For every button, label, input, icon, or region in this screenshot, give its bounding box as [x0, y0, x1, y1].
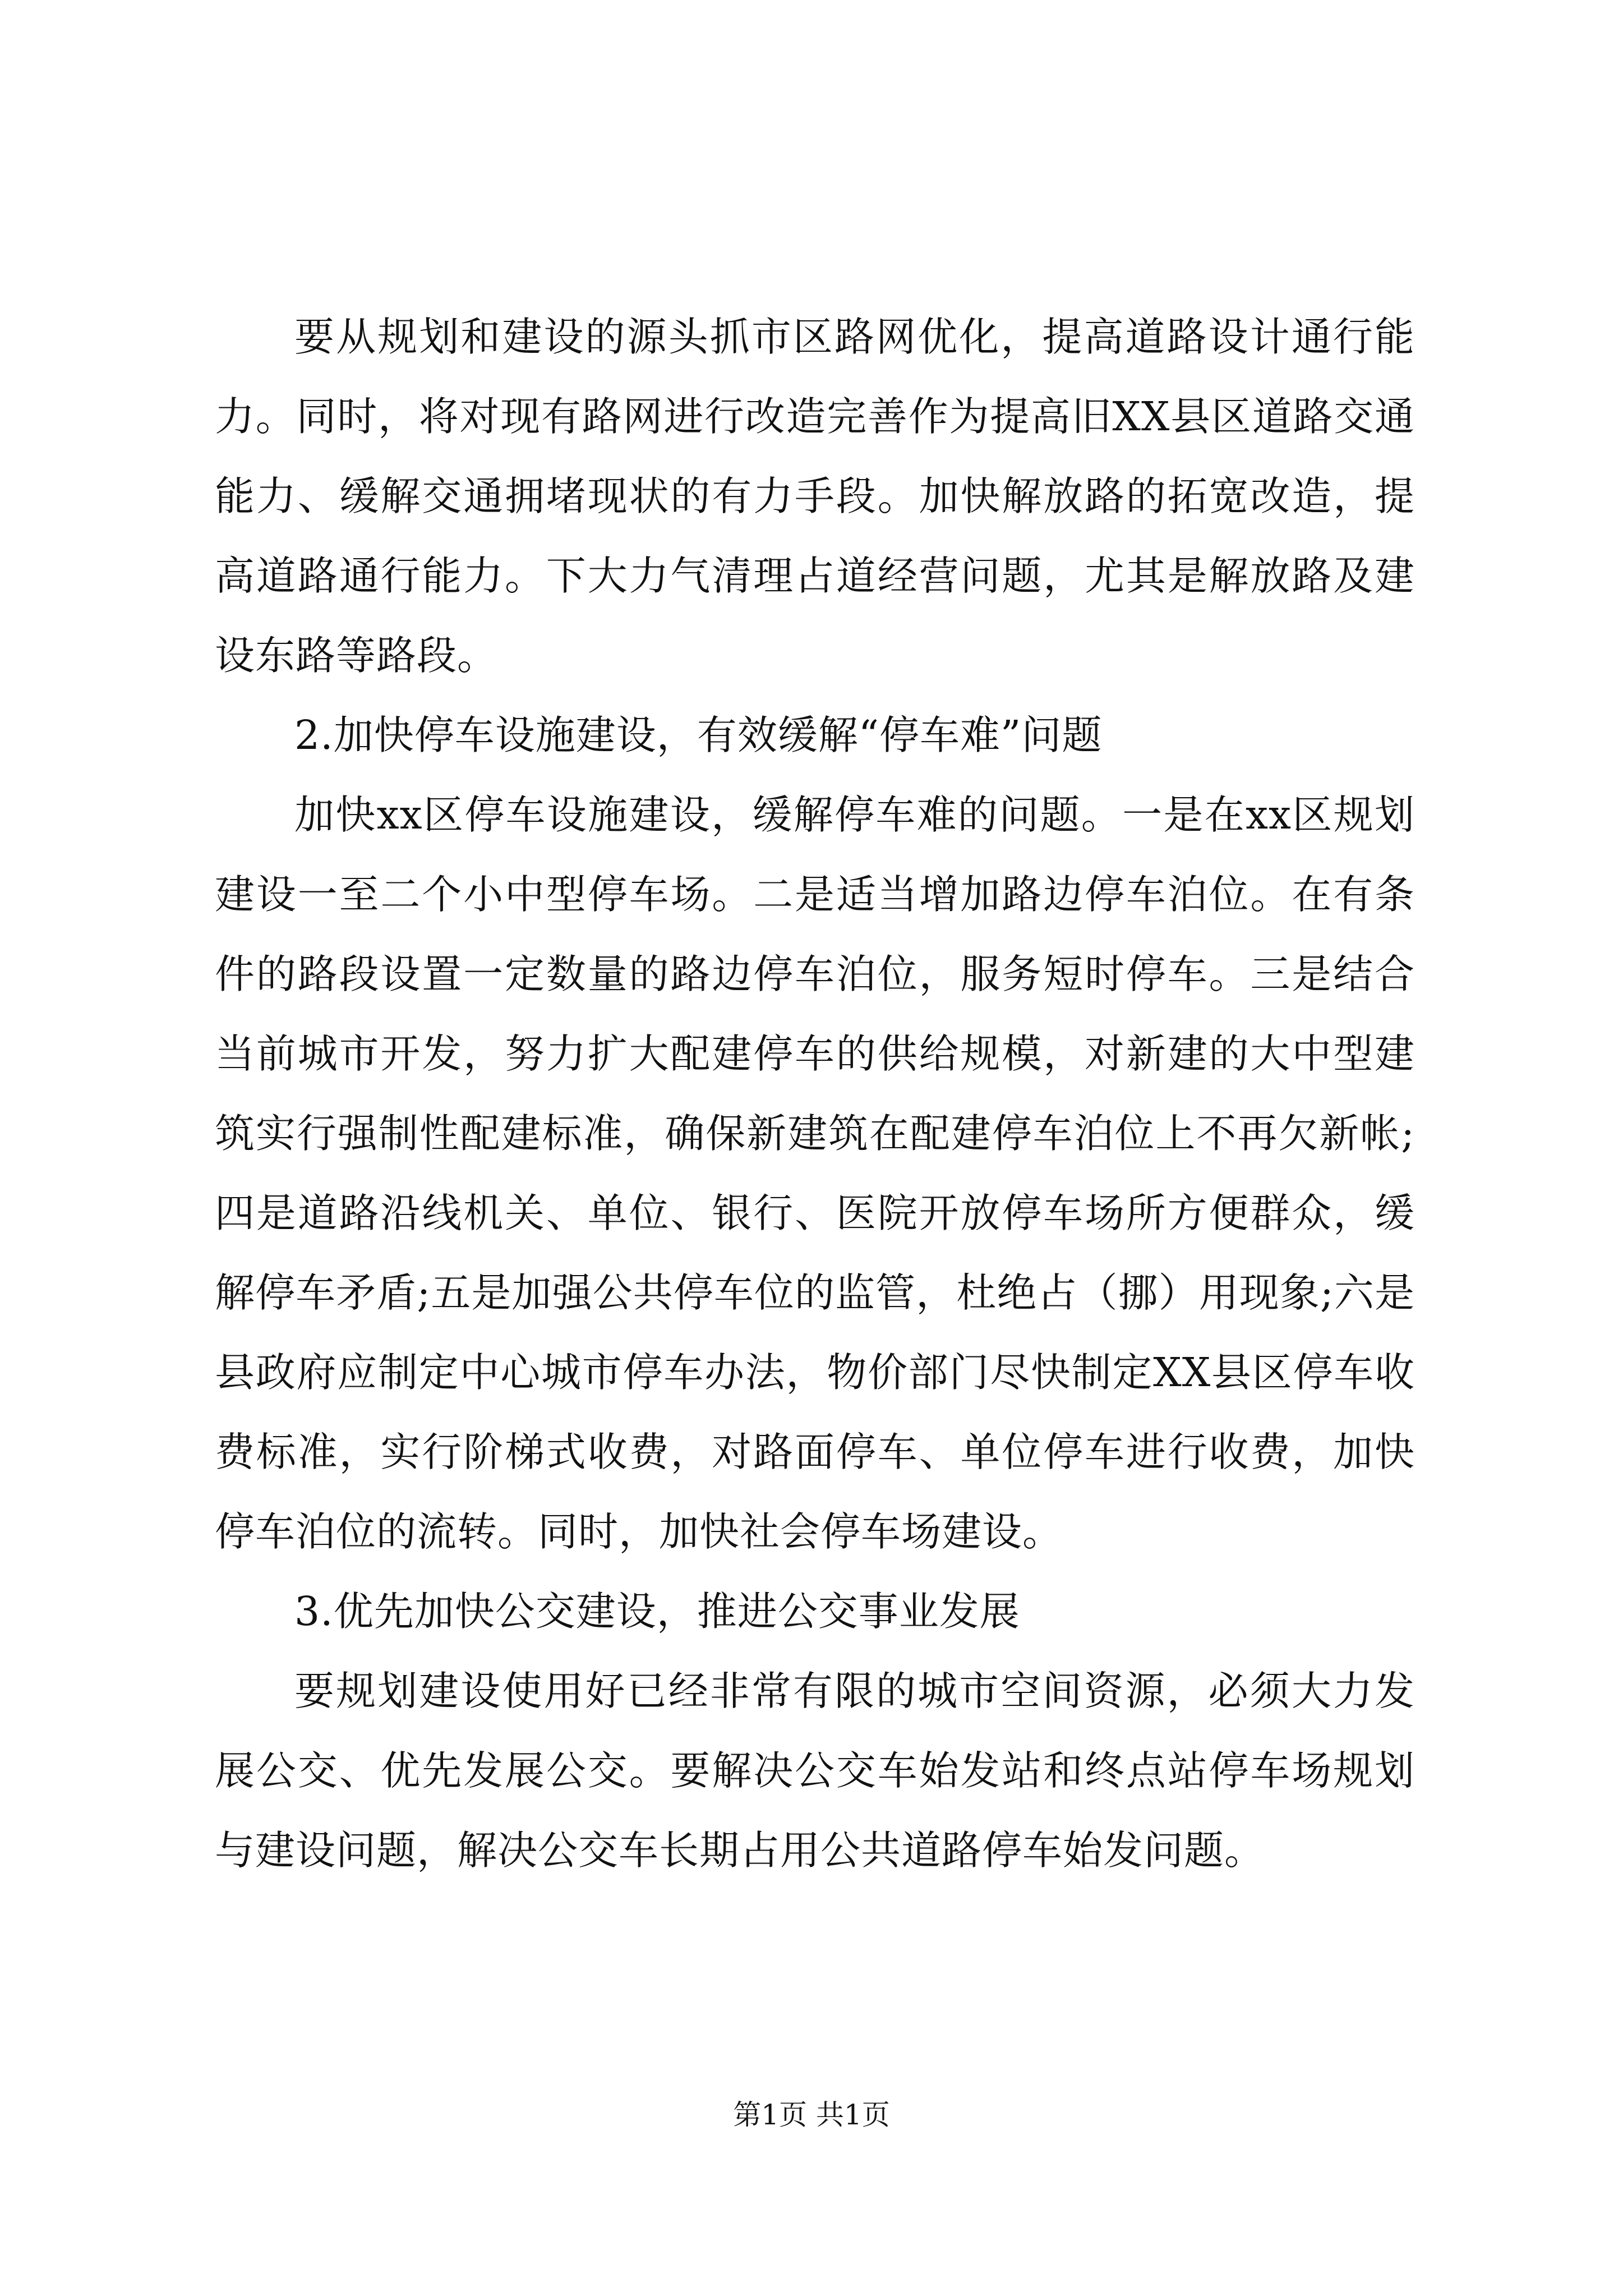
section-heading-public-transit: 3.优先加快公交建设，推进公交事业发展: [294, 1588, 1020, 1635]
paragraph-public-transit: 要规划建设使用好已经非常有限的城市空间资源，必须大力发展公交、优先发展公交。要解决公交车始发站和终点站停车场规划与建设问题，解决公交车长期占用公共道路停车始发问题。: [215, 1668, 1415, 1874]
page-footer: 第1页 共1页: [733, 2099, 890, 2131]
document-body: [215, 297, 1415, 1890]
paragraph-road-network: 要从规划和建设的源头抓市区路网优化，提高道路设计通行能力。同时，将对现有路网进行改造完善作为提高旧XX县区道路交通能力、缓解交通拥堵现状的有力手段。加快解放路的拓宽改造，提高道路通行能力。下大力气清理占道经营问题，尤其是解放路及建设东路等路段。: [215, 314, 1415, 679]
section-heading-parking: 2.加快停车设施建设，有效缓解“停车难”问题: [294, 712, 1103, 758]
paragraph-parking: 加快xx区停车设施建设，缓解停车难的问题。一是在xx区规划建设一至二个小中型停车场。二是适当增加路边停车泊位。在有条件的路段设置一定数量的路边停车泊位，服务短时停车。三是结合当前城市开发，努力扩大配建停车的供给规模，对新建的大中型建筑实行强制性配建标准，确保新建筑在配建停车泊位上不再欠新帐;四是道路沿线机关、单位、银行、医院开放停车场所方便群众，缓解停车矛盾;五是加强公共停车位的监管，杜绝占（挪）用现象;六是县政府应制定中心城市停车办法，物价部门尽快制定XX县区停车收费标准，实行阶梯式收费，对路面停车、单位停车进行收费，加快停车泊位的流转。同时，加快社会停车场建设。: [215, 792, 1415, 1555]
